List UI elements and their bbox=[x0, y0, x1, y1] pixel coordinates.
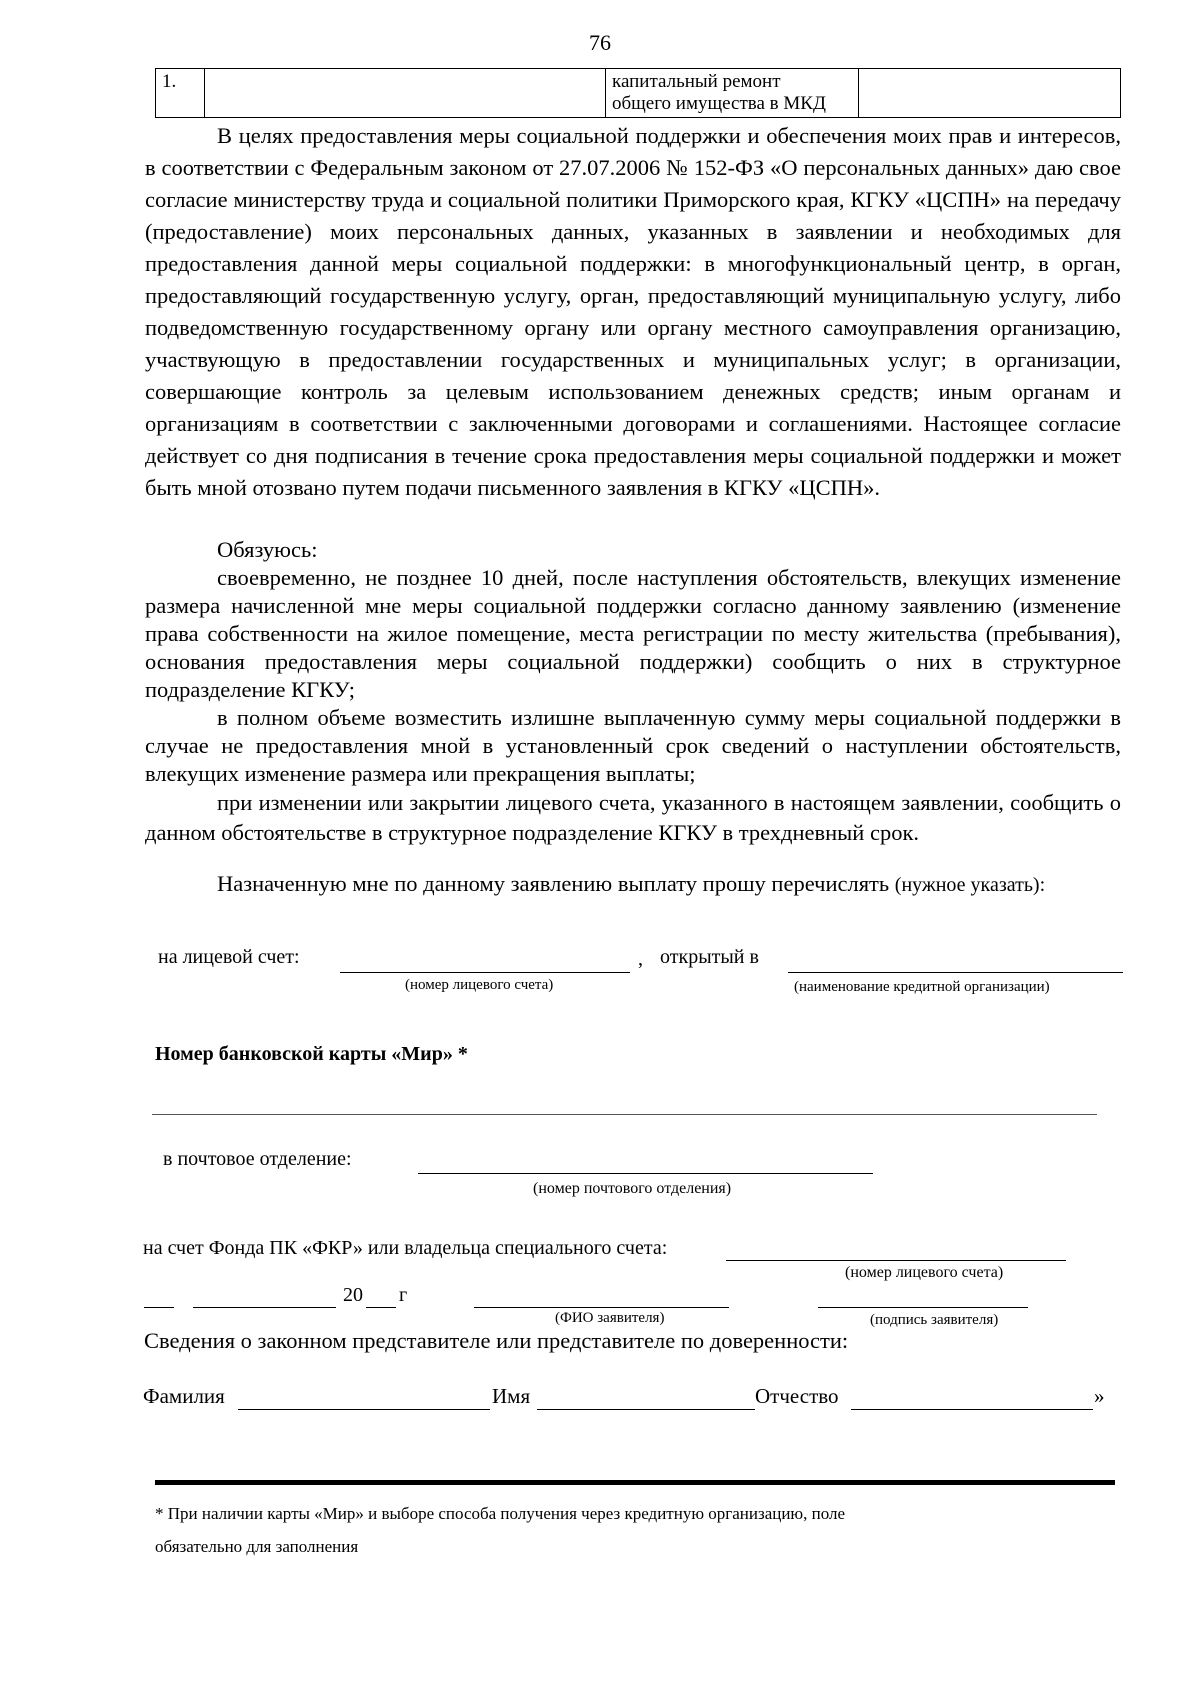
service-line-2: общего имущества в МКД bbox=[612, 93, 826, 114]
table-cell-empty bbox=[205, 69, 606, 118]
surname-label: Фамилия bbox=[143, 1384, 225, 1408]
footnote-line-2: обязательно для заполнения bbox=[155, 1537, 359, 1556]
footnote bbox=[155, 1497, 1055, 1563]
credit-org-field[interactable] bbox=[788, 972, 1123, 973]
applicant-name-caption: (ФИО заявителя) bbox=[555, 1310, 665, 1326]
mir-card-field[interactable] bbox=[152, 1114, 1097, 1115]
date-year-suffix: г bbox=[399, 1284, 408, 1306]
representative-heading: Сведения о законном представителе или представителе по доверенности: bbox=[144, 1328, 849, 1353]
consent-section bbox=[145, 120, 1121, 504]
fkr-account-field[interactable] bbox=[726, 1260, 1066, 1261]
post-office-field[interactable] bbox=[418, 1173, 873, 1174]
obligation-item-1: своевременно, не позднее 10 дней, после наступления обстоятельств, влекущих изменение размера начисленной мне меры социальной поддержки согласно данному заявлению (изменение права собственности на жилое помещение, места регистрации по месту жительства (пребывания), основания предоставления меры социальной поддержки) сообщить о них в структурное подразделение КГКУ; bbox=[145, 565, 1121, 702]
obligation-heading: Обязуюсь: bbox=[217, 537, 318, 562]
post-office-caption: (номер почтового отделения) bbox=[533, 1180, 732, 1197]
footnote-line-1: * При наличии карты «Мир» и выборе способа получения через кредитную организацию, поле bbox=[155, 1504, 846, 1523]
opened-in-label: открытый в bbox=[660, 946, 759, 968]
payment-request-note: (нужное указать): bbox=[894, 874, 1046, 896]
date-year-field[interactable] bbox=[366, 1307, 396, 1308]
patronymic-field[interactable] bbox=[851, 1409, 1093, 1410]
fkr-caption: (номер лицевого счета) bbox=[845, 1264, 1004, 1281]
applicant-name-field[interactable] bbox=[474, 1307, 729, 1308]
page-number: 76 bbox=[589, 30, 611, 55]
surname-field[interactable] bbox=[238, 1409, 490, 1410]
obligation-item-3: при изменении или закрытии лицевого счета, указанного в настоящем заявлении, сообщить о данном обстоятельстве в структурное подразделение КГКУ в трехдневный срок. bbox=[145, 790, 1121, 845]
applicant-signature-caption: (подпись заявителя) bbox=[870, 1312, 999, 1328]
date-month-field[interactable] bbox=[193, 1307, 336, 1308]
payment-request bbox=[145, 868, 1121, 901]
table-row bbox=[156, 69, 1121, 118]
patronymic-label: Отчество bbox=[755, 1384, 839, 1408]
date-day-field[interactable] bbox=[144, 1307, 174, 1308]
account-number-caption: (номер лицевого счета) bbox=[405, 977, 554, 993]
service-line-1: капитальный ремонт bbox=[612, 71, 781, 92]
fkr-label: на счет Фонда ПК «ФКР» или владельца специального счета: bbox=[143, 1237, 668, 1259]
name-label: Имя bbox=[492, 1384, 531, 1408]
credit-org-caption: (наименование кредитной организации) bbox=[794, 979, 1050, 995]
applicant-signature-field[interactable] bbox=[818, 1307, 1028, 1308]
mir-card-label: Номер банковской карты «Мир» * bbox=[155, 1043, 468, 1065]
account-number-field[interactable] bbox=[340, 972, 630, 973]
post-office-label: в почтовое отделение: bbox=[163, 1148, 352, 1170]
table-cell-empty-2 bbox=[859, 69, 1121, 118]
closing-quote: » bbox=[1094, 1384, 1105, 1408]
account-label: на лицевой счет: bbox=[158, 946, 300, 968]
obligations-section bbox=[145, 536, 1121, 848]
consent-paragraph: В целях предоставления меры социальной поддержки и обеспечения моих прав и интересов, в соответствии с Федеральным законом от 27.07.2006 № 152-ФЗ «О персональных данных» даю свое согласие министерству труда и социальной политики Приморского края, КГКУ «ЦСПН» на передачу (предоставление) моих персональных данных, указанных в заявлении и необходимых для предоставления данной меры социальной поддержки: в многофункциональный центр, в орган, предоставляющий государственную услугу, орган, предоставляющий муниципальную услугу, либо подведомственную государственному органу или органу местного самоуправления организацию, участвующую в предоставлении государственных и муниципальных услуг; в организации, совершающие контроль за целевым использованием денежных средств; иным органам и организациям в соответствии с заключенными договорами и соглашениями. Настоящее согласие действует со дня подписания в течение срока предоставления меры социальной поддержки и может быть мной отозвано путем подачи письменного заявления в КГКУ «ЦСПН». bbox=[145, 123, 1121, 500]
table-cell-number: 1. bbox=[156, 69, 205, 118]
account-comma: , bbox=[638, 948, 643, 970]
payment-request-section bbox=[145, 868, 1121, 901]
name-field[interactable] bbox=[537, 1409, 755, 1410]
date-year-prefix: 20 bbox=[343, 1284, 363, 1306]
service-table bbox=[155, 68, 1121, 118]
footnote-divider bbox=[155, 1480, 1115, 1485]
payment-request-text: Назначенную мне по данному заявлению выплату прошу перечислять bbox=[217, 871, 890, 896]
obligation-item-2: в полном объеме возместить излишне выплаченную сумму меры социальной поддержки в случае не предоставления мной в установленный срок сведений о наступлении обстоятельств, влекущих изменение размера или прекращения выплаты; bbox=[145, 705, 1121, 786]
table-cell-service bbox=[606, 69, 859, 118]
